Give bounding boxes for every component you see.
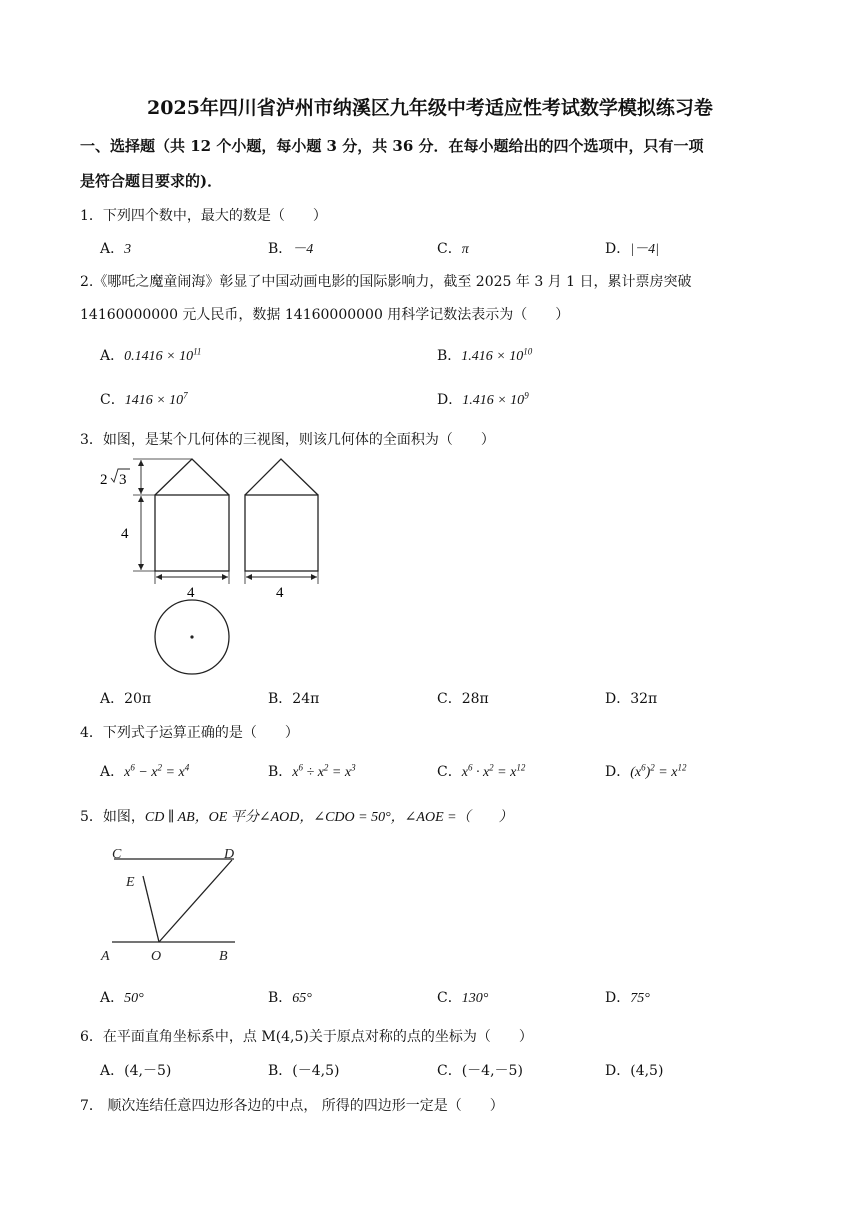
q4-option-b: B．$x^6 \div x^2 = x^3$	[268, 762, 356, 780]
page-title: 2025年四川省泸州市纳溪区九年级中考适应性考试数学模拟练习卷	[147, 97, 713, 119]
dim-top-label: 2	[100, 472, 108, 488]
q2-stem-line2: 14160000000 元人民币，数据 14160000000 用科学记数法表示为（ ）	[80, 307, 570, 323]
label-c: C	[112, 847, 122, 862]
q5-option-b: B．65°	[268, 990, 312, 1006]
q2-option-d: D．$1.416 \times 10^9$	[437, 390, 529, 408]
q2-stem-line1: 2.《哪吒之魔童闹海》彰显了中国动画电影的国际影响力，截至 2025 年 3 月 1 日，累计票房突破	[80, 274, 692, 290]
q4-option-c: C．$x^6 \cdot x^2 = x^{12}$	[437, 762, 526, 780]
q5-option-c: C．130°	[437, 990, 489, 1006]
q4-stem: 4．下列式子运算正确的是（ ）	[80, 725, 299, 741]
q3-option-a: A．20π	[100, 691, 152, 707]
q5-option-d: D．75°	[605, 990, 650, 1006]
ray-od	[159, 860, 232, 942]
q7-stem: 7． 顺次连结任意四边形各边的中点， 所得的四边形一定是（ ）	[80, 1098, 504, 1114]
dim-side-label: 4	[121, 526, 129, 542]
q3-option-d: D．32π	[605, 691, 658, 707]
q3-stem: 3．如图，是某个几何体的三视图，则该几何体的全面积为（ ）	[80, 432, 495, 448]
q6-option-a: A．(4,－5)	[100, 1063, 172, 1079]
q1-option-a: A．3	[100, 241, 132, 257]
q1-option-d: D．|－4|	[605, 241, 659, 257]
q5-stem: 5．如图，CD ∥ AB，OE 平分∠AOD，∠CDO = 50°，∠AOE =（ ）	[80, 809, 513, 825]
q2-option-a: A．$0.1416 \times 10^{11}$	[100, 346, 202, 364]
top-view-center-dot	[190, 635, 193, 638]
q6-option-c: C．(－4,－5)	[437, 1063, 523, 1079]
q3-option-b: B．24π	[268, 691, 320, 707]
section-heading-line1: 一、选择题（共 12 个小题，每小题 3 分，共 36 分．在每小题给出的四个选项中，只有一项	[80, 137, 704, 155]
q5-angle-figure	[98, 840, 258, 970]
q3-three-view-figure	[90, 452, 340, 682]
label-b: B	[219, 949, 228, 964]
q2-option-b: B．$1.416 \times 10^{10}$	[437, 346, 533, 364]
front-view-roof	[155, 459, 229, 495]
q4-option-d: D．$(x^6)^2 = x^{12}$	[605, 762, 687, 780]
q6-option-b: B．(－4,5)	[268, 1063, 340, 1079]
dim-width-front-label: 4	[187, 585, 195, 601]
q6-option-d: D．(4,5)	[605, 1063, 664, 1079]
dim-width-side-label: 4	[276, 585, 284, 601]
label-o: O	[151, 949, 162, 964]
q1-option-b: B．－4	[268, 241, 314, 257]
q2-option-c: C．$1416 \times 10^7$	[100, 390, 188, 408]
q6-stem: 6．在平面直角坐标系中，点 M(4,5)关于原点对称的点的坐标为（ ）	[80, 1029, 533, 1045]
label-d: D	[224, 847, 235, 862]
q1-stem: 1．下列四个数中，最大的数是（ ）	[80, 208, 327, 224]
q1-option-c: C．π	[437, 241, 469, 257]
label-e: E	[126, 875, 135, 890]
q4-option-a: A．$x^6 - x^2 = x^4$	[100, 762, 190, 780]
side-view-rect	[245, 495, 318, 571]
side-view-roof	[245, 459, 318, 495]
dim-top-sqrt-label: 3	[119, 472, 127, 488]
front-view-rect	[155, 495, 229, 571]
q3-option-c: C．28π	[437, 691, 489, 707]
section-heading-line2: 是符合题目要求的)．	[80, 172, 223, 190]
label-a: A	[101, 949, 110, 964]
ray-oe	[143, 876, 159, 942]
q5-option-a: A．50°	[100, 990, 144, 1006]
